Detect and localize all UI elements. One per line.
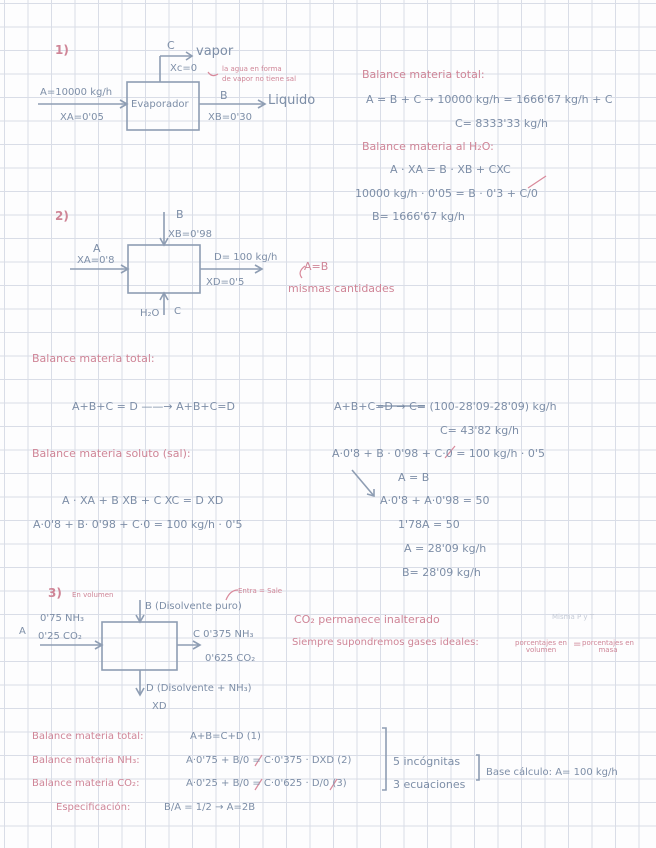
absorber-box <box>102 622 177 670</box>
s3-pct-vol: porcentajes en volumen <box>515 639 567 654</box>
vapor-label: vapor <box>196 44 234 59</box>
s2-eq-left2: A · XA + B XB + C XC = D XD <box>62 494 224 507</box>
evaporator-label: Evaporador <box>131 99 189 110</box>
s1-eq3b: B= 1666'67 kg/h <box>372 210 465 223</box>
s1-eq1b: C= 8333'33 kg/h <box>455 117 548 130</box>
s2-eq-right7: A = 28'09 kg/h <box>404 542 487 555</box>
stream-c-label: C <box>167 39 175 52</box>
s2-xd: XD=0'5 <box>206 277 245 288</box>
s3-incognitas: 5 incógnitas <box>393 755 461 768</box>
s2-mismas-cantidades: mismas cantidades <box>288 282 395 295</box>
s3-bco2-label: Balance materia CO₂: <box>32 778 140 789</box>
s3-xd: XD <box>152 701 167 712</box>
s3-spec-label: Especificación: <box>56 802 131 813</box>
s1-balance-h2o-heading: Balance materia al H₂O: <box>362 140 494 153</box>
s2-eq-right2: C= 43'82 kg/h <box>440 424 519 437</box>
s1-eq1: A = B + C → 10000 kg/h = 1666'67 kg/h + C <box>366 93 613 106</box>
s3-stream-b: B (Disolvente puro) <box>145 601 242 612</box>
s3-c-nh3: C 0'375 NH₃ <box>193 629 254 640</box>
water-note-2: de vapor no tiene sal <box>222 75 297 83</box>
s3-a-nh3: 0'75 NH₃ <box>40 613 85 624</box>
s2-balance-total-heading: Balance materia total: <box>32 352 155 365</box>
s2-stream-a: A <box>93 242 101 255</box>
s2-eq-left1: A+B+C = D ——→ A+B+C=D <box>72 400 235 413</box>
s3-c-co2: 0'625 CO₂ <box>205 653 256 664</box>
s2-eq-left3: A·0'8 + B· 0'98 + C·0 = 100 kg/h · 0'5 <box>33 518 243 531</box>
s3-bnh3-eq: A·0'75 + B/0 = C·0'375 · DXD (2) <box>186 755 352 766</box>
xb-label: XB=0'30 <box>208 112 252 123</box>
s3-bt-eq: A+B=C+D (1) <box>190 731 261 742</box>
stream-b-label: B <box>220 89 228 102</box>
s3-spec-eq: B/A = 1/2 → A=2B <box>164 802 256 813</box>
s2-stream-b: B <box>176 208 184 221</box>
liquido-label: Liquido <box>268 93 316 108</box>
feed-a-label: A=10000 kg/h <box>40 87 113 98</box>
s2-eq-right5: A·0'8 + A·0'98 = 50 <box>380 494 490 507</box>
s2-eq-right6: 1'78A = 50 <box>398 518 460 531</box>
water-note-1: la agua en forma <box>222 65 282 73</box>
s3-stream-d: D (Disolvente + NH₃) <box>146 683 252 694</box>
s3-co2-inert: CO₂ permanece inalterado <box>294 613 440 626</box>
s3-misma-pyt: Misma P y T <box>552 613 595 621</box>
s2-eq-right3: A·0'8 + B · 0'98 + C·0 = 100 kg/h · 0'5 <box>332 447 545 460</box>
s3-approx: = <box>573 639 582 650</box>
problem-1-number: 1) <box>55 43 69 57</box>
s3-bco2-eq: A·0'25 + B/0 = C·0'625 · D/0 (3) <box>186 778 347 789</box>
s2-a-equals-b: A=B <box>304 260 329 273</box>
s2-eq-right8: B= 28'09 kg/h <box>402 566 481 579</box>
s3-ecuaciones: 3 ecuaciones <box>393 778 466 791</box>
s2-balance-soluto-heading: Balance materia soluto (sal): <box>32 447 191 460</box>
s2-stream-c: C <box>174 306 181 317</box>
s2-xa: XA=0'8 <box>77 255 115 266</box>
s2-stream-d: D= 100 kg/h <box>214 252 278 263</box>
s3-pct-mas: porcentajes en masa <box>582 639 634 654</box>
s3-bnh3-label: Balance materia NH₃: <box>32 755 140 766</box>
s3-ideal-gases: Siempre supondremos gases ideales: <box>292 637 479 648</box>
problem-2-number: 2) <box>55 209 69 223</box>
mixer-box <box>128 245 200 293</box>
xc-label: Xc=0 <box>170 63 198 74</box>
s2-eq-right1: A+B+C=D → C= (100-28'09-28'09) kg/h <box>334 400 557 413</box>
s1-eq2: A · XA = B · XB + CXC <box>390 163 511 176</box>
s1-balance-total-heading: Balance materia total: <box>362 68 485 81</box>
xa-label: XA=0'05 <box>60 112 104 123</box>
s1-eq3a: 10000 kg/h · 0'05 = B · 0'3 + C/0 <box>355 187 538 200</box>
s2-eq-right4: A = B <box>398 471 430 484</box>
s3-en-volumen: En volumen <box>72 591 114 599</box>
problem-3-number: 3) <box>48 586 62 600</box>
s2-h2o-label: H₂O <box>140 308 160 319</box>
s3-bt-label: Balance materia total: <box>32 731 144 742</box>
s3-stream-a: A <box>19 626 26 637</box>
s3-entra-sale: Entra = Sale <box>238 587 283 595</box>
s3-base-calculo: Base cálculo: A= 100 kg/h <box>486 767 618 778</box>
s3-a-co2: 0'25 CO₂ <box>38 631 82 642</box>
s2-xb: XB=0'98 <box>168 229 212 240</box>
